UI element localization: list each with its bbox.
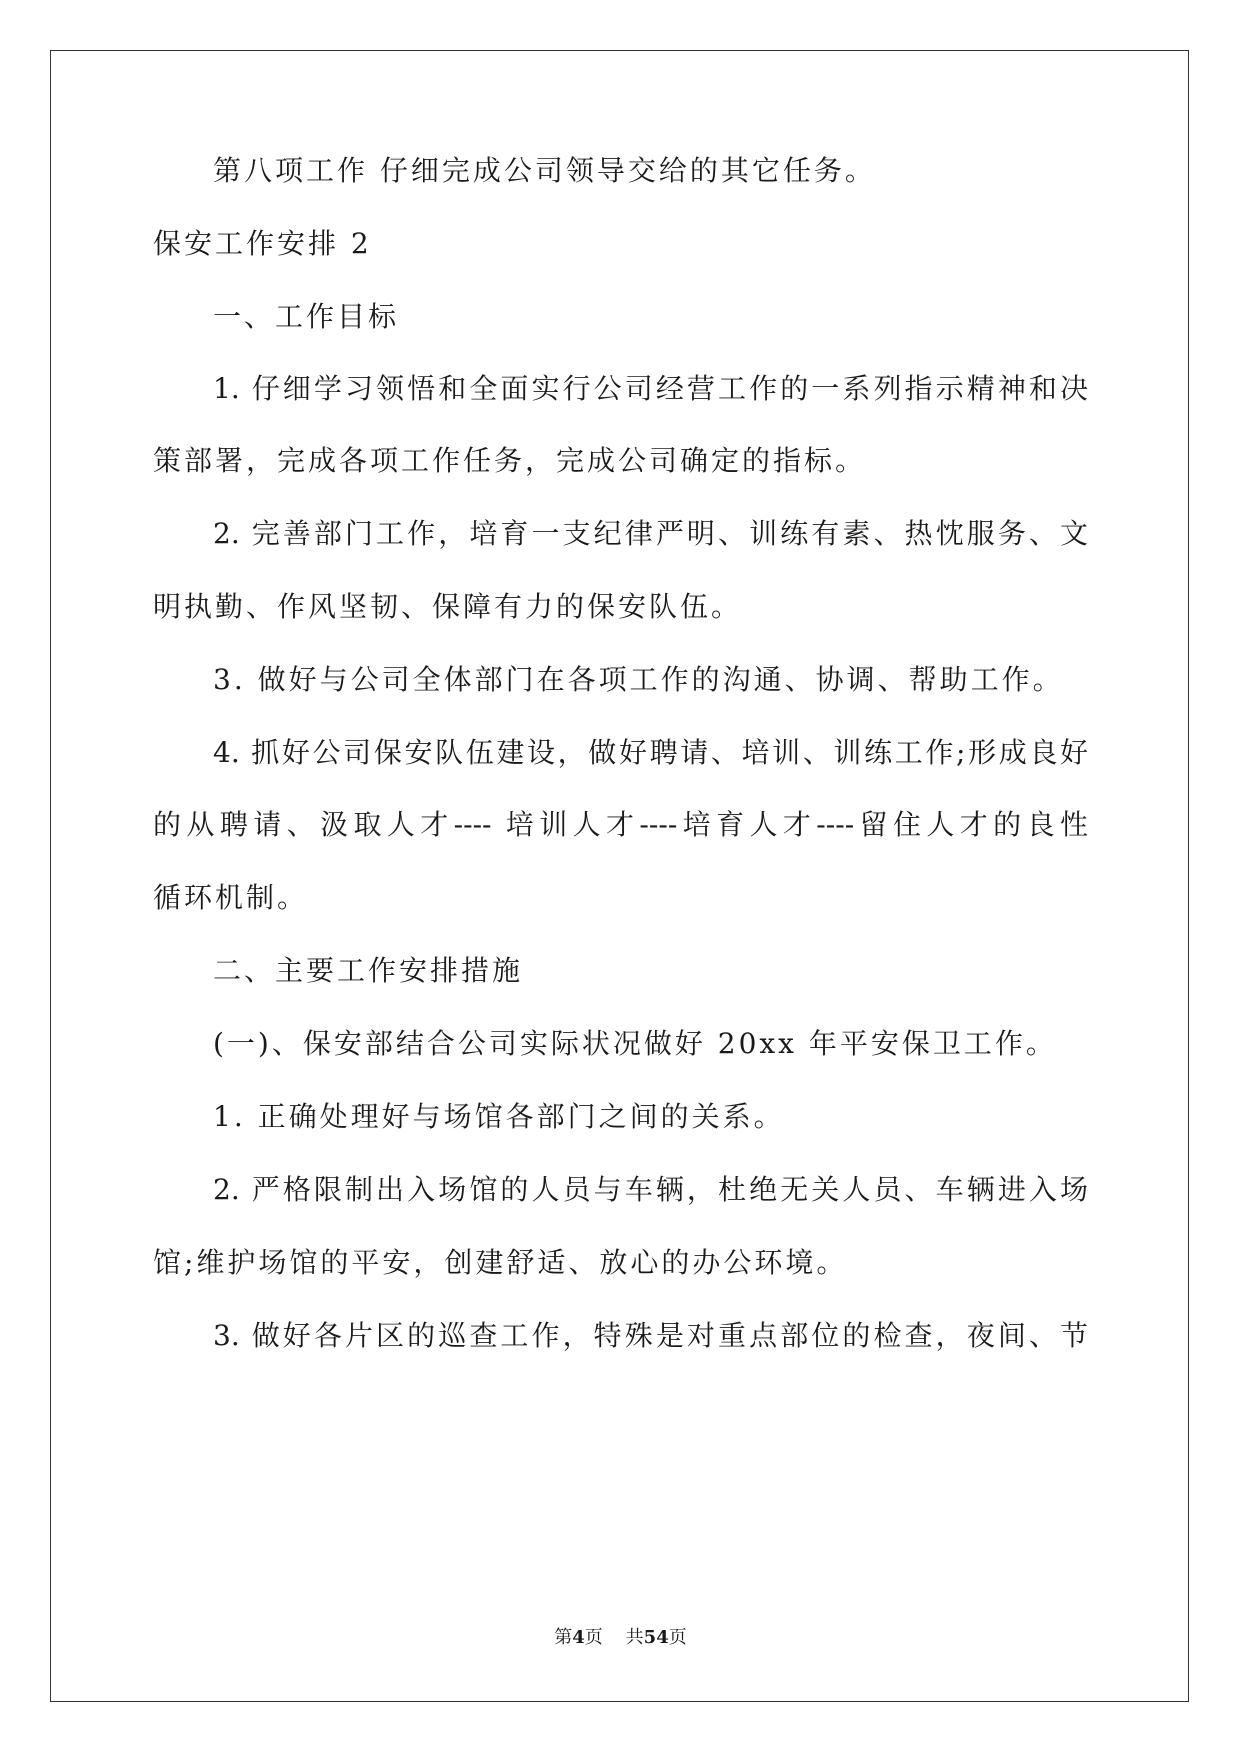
paragraph-line: 馆;维护场馆的平安，创建舒适、放心的办公环境。 xyxy=(153,1246,848,1279)
paragraph-line: 1. 仔细学习领悟和全面实行公司经营工作的一系列指示精神和决 xyxy=(213,372,1088,405)
paragraph-line: 的从聘请、汲取人才---- 培训人才----培育人才----留住人才的良性 xyxy=(153,808,1088,841)
paragraph-line: 明执勤、作风坚韧、保障有力的保安队伍。 xyxy=(153,590,743,623)
footer-prefix: 第 xyxy=(554,1627,573,1648)
page-footer xyxy=(0,1626,1241,1650)
paragraph-line: 4. 抓好公司保安队伍建设，做好聘请、培训、训练工作;形成良好 xyxy=(213,736,1088,769)
page-number: 4 xyxy=(572,1627,585,1648)
paragraph-line: 2. 完善部门工作，培育一支纪律严明、训练有素、热忱服务、文 xyxy=(213,517,1088,550)
paragraph-line: 策部署，完成各项工作任务，完成公司确定的指标。 xyxy=(153,444,867,477)
total-pages: 54 xyxy=(643,1627,669,1648)
paragraph-line: 3. 做好与公司全体部门在各项工作的沟通、协调、帮助工作。 xyxy=(213,663,1064,696)
footer-total-prefix: 共 xyxy=(625,1627,644,1648)
paragraph-line: 第八项工作 仔细完成公司领导交给的其它任务。 xyxy=(213,154,876,187)
section-heading: 保安工作安排 2 xyxy=(153,227,372,260)
paragraph-line: 循环机制。 xyxy=(153,881,309,914)
paragraph-line: (一)、保安部结合公司实际状况做好 20xx 年平安保卫工作。 xyxy=(213,1027,1057,1060)
subheading: 一、工作目标 xyxy=(213,300,400,333)
paragraph-line: 3. 做好各片区的巡查工作，特殊是对重点部位的检查，夜间、节 xyxy=(213,1319,1088,1352)
subheading: 二、主要工作安排措施 xyxy=(213,954,524,987)
footer-page-suffix: 页 xyxy=(584,1627,603,1648)
paragraph-line: 1. 正确处理好与场馆各部门之间的关系。 xyxy=(213,1100,785,1133)
paragraph-line: 2. 严格限制出入场馆的人员与车辆，杜绝无关人员、车辆进入场 xyxy=(213,1173,1088,1206)
footer-total-suffix: 页 xyxy=(668,1627,687,1648)
